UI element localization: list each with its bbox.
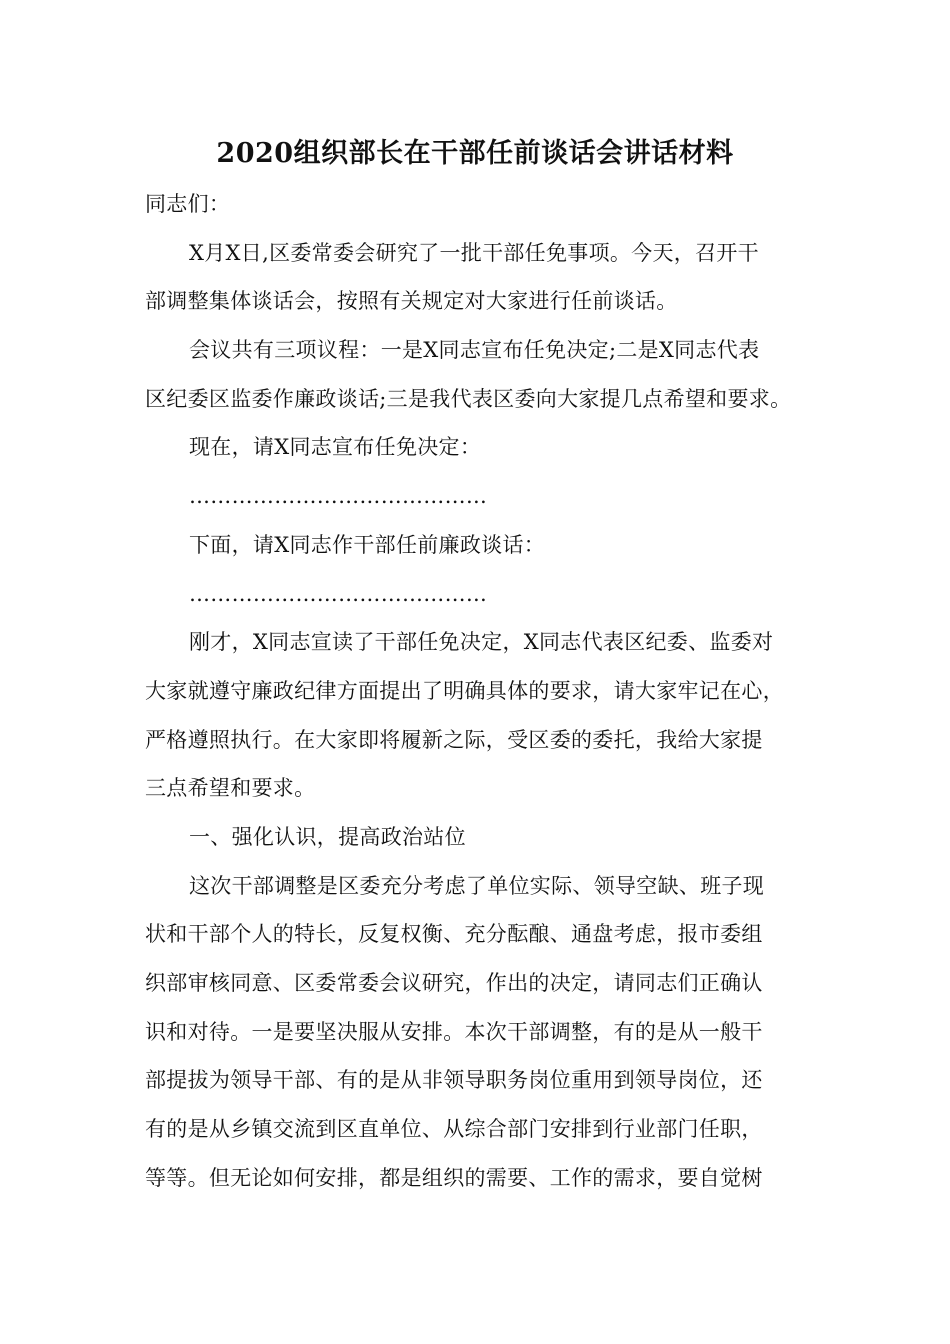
body-line: 织部审核同意、区委常委会议研究，作出的决定，请同志们正确认 <box>145 971 763 995</box>
document-body <box>145 180 813 1202</box>
section-heading: 一、强化认识，提高政治站位 <box>189 824 466 849</box>
body-line: 会议共有三项议程：一是X同志宣布任免决定;二是X同志代表 <box>189 338 760 363</box>
body-line: 下面，请X同志作干部任前廉政谈话： <box>189 532 546 557</box>
body-line: 大家就遵守廉政纪律方面提出了明确具体的要求，请大家牢记在心， <box>145 678 784 703</box>
body-line: 等等。但无论如何安排，都是组织的需要、工作的需求，要自觉树 <box>145 1165 763 1190</box>
body-line: 识和对待。一是要坚决服从安排。本次干部调整，有的是从一般干 <box>145 1019 763 1044</box>
ellipsis-line: …………………………………… <box>189 484 488 509</box>
body-line: 区纪委区监委作廉政谈话;三是我代表区委向大家提几点希望和要求。 <box>145 386 792 411</box>
body-line: 有的是从乡镇交流到区直单位、从综合部门安排到行业部门任职， <box>145 1117 763 1142</box>
body-line: 严格遵照执行。在大家即将履新之际，受区委的委托，我给大家提 <box>145 727 763 752</box>
body-line: X月X日,区委常委会研究了一批干部任免事项。今天，召开干 <box>189 240 759 265</box>
body-line: 部调整集体谈话会，按照有关规定对大家进行任前谈话。 <box>145 289 678 314</box>
body-line: 状和干部个人的特长，反复权衡、充分酝酿、通盘考虑，报市委组 <box>145 922 763 947</box>
body-line: 三点希望和要求。 <box>145 776 316 801</box>
ellipsis-line: …………………………………… <box>189 581 488 606</box>
document-title: 2020组织部长在干部任前谈话会讲话材料 <box>216 138 734 169</box>
body-line: 同志们： <box>145 192 231 216</box>
body-line: 这次干部调整是区委充分考虑了单位实际、领导空缺、班子现 <box>189 873 765 898</box>
body-line: 现在，请X同志宣布任免决定： <box>189 435 482 460</box>
body-line: 部提拔为领导干部、有的是从非领导职务岗位重用到领导岗位，还 <box>145 1068 763 1093</box>
body-line: 刚才，X同志宣读了干部任免决定，X同志代表区纪委、监委对 <box>189 630 774 655</box>
